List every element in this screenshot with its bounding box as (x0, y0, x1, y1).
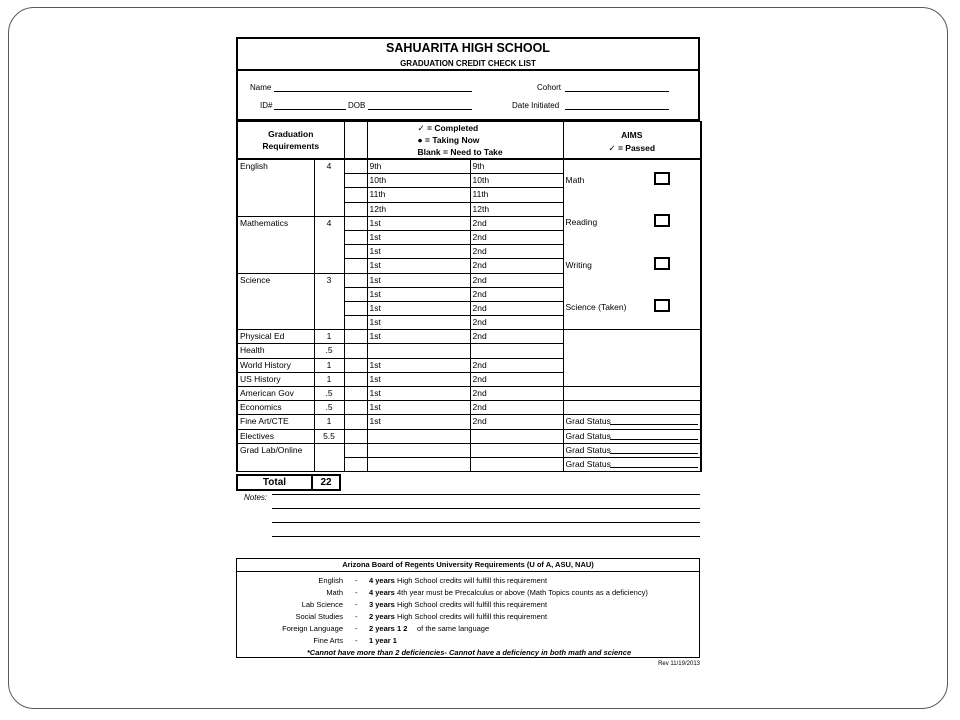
checklist-title: GRADUATION CREDIT CHECK LIST (400, 59, 536, 68)
aims-cell (563, 216, 701, 230)
legend-need-to-take: = Need to Take (443, 147, 503, 157)
term-cell-second[interactable]: 2nd (470, 259, 563, 273)
abor-subject: Lab Science (301, 600, 343, 609)
abor-years: 4 years (369, 588, 395, 597)
term-cell-second[interactable]: 2nd (470, 230, 563, 244)
term-cell-first[interactable]: 9th (367, 159, 470, 174)
aims-cell (563, 230, 701, 244)
term-cell-first[interactable]: 1st (367, 330, 470, 344)
abor-row (237, 611, 701, 623)
notes-line[interactable] (272, 508, 700, 509)
aims-cell (563, 202, 701, 216)
abor-row (237, 635, 701, 647)
term-cell-first[interactable]: 1st (367, 230, 470, 244)
date-initiated-field[interactable] (565, 101, 669, 110)
subject-name: Science (237, 273, 314, 330)
dot-icon: ● (417, 135, 423, 145)
legend-row (237, 122, 701, 160)
term-cell-second[interactable]: 2nd (470, 330, 563, 344)
subject-credits: .5 (314, 387, 344, 401)
term-cell-first[interactable]: 1st (367, 216, 470, 230)
aims-cell (563, 344, 701, 358)
aims-title: AIMS (621, 130, 643, 140)
aims-cell (563, 259, 701, 273)
term-cell-first[interactable]: 11th (367, 188, 470, 202)
term-cell-first[interactable]: 1st (367, 301, 470, 315)
status-legend (367, 122, 563, 160)
status-cell[interactable] (344, 344, 367, 358)
grad-status-row (563, 457, 701, 471)
term-cell-first[interactable]: 1st (367, 401, 470, 415)
id-field[interactable] (274, 101, 346, 110)
dob-field[interactable] (368, 101, 472, 110)
abor-subject: Foreign Language (282, 624, 343, 633)
abor-years: 3 years (369, 600, 395, 609)
abor-footer: *Cannot have more than 2 deficiencies- Cannot have a deficiency in both math and science (306, 648, 632, 657)
legend-completed: = Completed (427, 123, 479, 133)
table-row (237, 330, 701, 344)
notes-line[interactable] (272, 536, 700, 537)
aims-cell (563, 316, 701, 330)
status-cell[interactable] (344, 188, 367, 202)
cohort-field[interactable] (565, 83, 669, 92)
total-label: Total (237, 475, 312, 490)
student-info (236, 71, 700, 121)
aims-science-checkbox[interactable] (654, 299, 670, 312)
aims-cell (563, 330, 701, 344)
abor-subject: English (318, 576, 343, 585)
grad-status-label: Grad Status (565, 458, 611, 469)
term-cell-second[interactable]: 2nd (470, 216, 563, 230)
subject-credits: 1 (314, 358, 344, 372)
term-cell-first[interactable] (367, 457, 470, 471)
table-row (237, 387, 701, 401)
status-cell[interactable] (344, 429, 367, 443)
total-table (236, 474, 341, 491)
term-cell-second[interactable]: 2nd (470, 287, 563, 301)
abor-title: Arizona Board of Regents University Requirements (U of A, ASU, NAU) (237, 559, 699, 572)
table-row (237, 344, 701, 358)
aims-cell (563, 301, 701, 315)
term-cell-first[interactable]: 1st (367, 415, 470, 429)
notes-cell (563, 401, 701, 415)
status-cell[interactable] (344, 415, 367, 429)
legend-taking-now: = Taking Now (425, 135, 480, 145)
name-field[interactable] (274, 83, 472, 92)
status-cell[interactable] (344, 174, 367, 188)
term-cell-second[interactable]: 9th (470, 159, 563, 174)
term-cell-second[interactable] (470, 344, 563, 358)
status-cell[interactable] (344, 443, 367, 457)
abor-row (237, 587, 701, 599)
term-cell-first[interactable]: 1st (367, 316, 470, 330)
date-initiated-label: Date Initiated (512, 101, 560, 110)
dob-label: DOB (348, 101, 366, 110)
subject-name: World History (237, 358, 314, 372)
table-row (237, 372, 701, 386)
aims-writing-label: Writing (565, 259, 592, 270)
status-cell[interactable] (344, 358, 367, 372)
subject-credits: 4 (314, 216, 344, 273)
status-cell[interactable] (344, 216, 367, 230)
term-cell-first[interactable]: 1st (367, 358, 470, 372)
subject-credits: 5.5 (314, 429, 344, 443)
term-cell-second[interactable]: 2nd (470, 358, 563, 372)
table-row (237, 358, 701, 372)
term-cell-first[interactable]: 10th (367, 174, 470, 188)
graduation-requirements-header: Graduation Requirements (237, 122, 344, 160)
revision-date: Rev 11/19/2013 (658, 661, 700, 667)
aims-cell (563, 188, 701, 202)
grad-status-line[interactable] (610, 467, 699, 468)
aims-cell (563, 372, 701, 386)
subject-name: Grad Lab/Online (237, 443, 314, 471)
abor-subject: Math (326, 588, 343, 597)
term-cell-first[interactable]: 1st (367, 273, 470, 287)
subject-credits: .5 (314, 401, 344, 415)
subject-name: US History (237, 372, 314, 386)
aims-math-checkbox[interactable] (654, 172, 670, 185)
legend-spacer (344, 122, 367, 160)
status-cell[interactable] (344, 245, 367, 259)
abor-requirements (236, 558, 700, 658)
term-cell-second[interactable]: 2nd (470, 401, 563, 415)
aims-passed: ✓ = Passed (608, 143, 656, 153)
term-cell-second[interactable]: 2nd (470, 316, 563, 330)
subject-credits: 1 (314, 330, 344, 344)
aims-writing-checkbox[interactable] (654, 257, 670, 270)
legend-blank: Blank (417, 147, 441, 157)
term-cell-second[interactable]: 2nd (470, 301, 563, 315)
table-row (237, 415, 701, 429)
table-row (237, 401, 701, 415)
grad-status-row (563, 415, 701, 429)
abor-row (237, 575, 701, 587)
aims-header (563, 122, 701, 160)
subject-credits: .5 (314, 344, 344, 358)
status-cell[interactable] (344, 202, 367, 216)
notes-cell (563, 387, 701, 401)
abor-row (237, 623, 701, 635)
total-value: 22 (312, 475, 340, 490)
term-cell-second[interactable]: 11th (470, 188, 563, 202)
notes-section (236, 491, 700, 541)
cohort-label: Cohort (537, 83, 562, 92)
subject-credits: 1 (314, 372, 344, 386)
abor-subject: Fine Arts (313, 636, 343, 645)
aims-cell (563, 358, 701, 372)
name-label: Name (250, 83, 272, 92)
table-row (237, 159, 701, 174)
status-cell[interactable] (344, 401, 367, 415)
grad-status-line[interactable] (610, 453, 699, 454)
table-row (237, 443, 701, 457)
aims-cell (563, 287, 701, 301)
abor-years: 4 years (369, 576, 395, 585)
term-cell-second[interactable] (470, 443, 563, 457)
subject-name: Health (237, 344, 314, 358)
status-cell[interactable] (344, 316, 367, 330)
grad-status-line[interactable] (610, 424, 699, 425)
abor-years: 2 years (369, 612, 395, 621)
abor-description: High School credits will fulfill this requirement (397, 576, 548, 585)
table-row (237, 429, 701, 443)
abor-dash: - (355, 624, 358, 633)
status-cell[interactable] (344, 287, 367, 301)
status-cell[interactable] (344, 230, 367, 244)
grad-status-line[interactable] (610, 439, 699, 440)
abor-years: 1 year 1 (369, 636, 397, 645)
term-cell-second[interactable] (470, 457, 563, 471)
aims-math-label: Math (565, 174, 585, 185)
grad-status-row (563, 443, 701, 457)
notes-label: Notes: (244, 493, 268, 503)
subject-credits (314, 443, 344, 471)
abor-description: of the same language (417, 624, 490, 633)
abor-description: High School credits will fulfill this requirement (397, 600, 548, 609)
aims-science-label: Science (Taken) (565, 302, 627, 313)
term-cell-second[interactable]: 2nd (470, 273, 563, 287)
status-cell[interactable] (344, 387, 367, 401)
abor-description: High School credits will fulfill this requirement (397, 612, 548, 621)
abor-dash: - (355, 612, 358, 621)
status-cell[interactable] (344, 159, 367, 174)
subject-name: Fine Art/CTE (237, 415, 314, 429)
term-cell-first[interactable]: 12th (367, 202, 470, 216)
checklist-document (236, 37, 700, 541)
term-cell-first[interactable] (367, 429, 470, 443)
term-cell-second[interactable] (470, 429, 563, 443)
aims-cell (563, 159, 701, 174)
term-cell-second[interactable]: 10th (470, 174, 563, 188)
id-label: ID# (260, 101, 273, 110)
grad-status-label: Grad Status (565, 416, 611, 427)
term-cell-first[interactable]: 1st (367, 245, 470, 259)
aims-cell (563, 273, 701, 287)
term-cell-first[interactable]: 1st (367, 259, 470, 273)
status-cell[interactable] (344, 273, 367, 287)
term-cell-first[interactable]: 1st (367, 287, 470, 301)
notes-line[interactable] (272, 522, 700, 523)
subject-name: American Gov (237, 387, 314, 401)
subject-credits: 3 (314, 273, 344, 330)
abor-years: 2 years 1 2 (369, 624, 408, 633)
subject-name: Economics (237, 401, 314, 415)
requirements-table (236, 121, 702, 472)
grad-status-label: Grad Status (565, 444, 611, 455)
grad-status-row (563, 429, 701, 443)
term-cell-second[interactable]: 2nd (470, 387, 563, 401)
notes-line[interactable] (272, 494, 700, 495)
table-row (237, 216, 701, 230)
abor-dash: - (355, 588, 358, 597)
aims-cell (563, 174, 701, 188)
table-row (237, 273, 701, 287)
term-cell-second[interactable]: 2nd (470, 245, 563, 259)
term-cell-second[interactable]: 2nd (470, 415, 563, 429)
term-cell-first[interactable] (367, 344, 470, 358)
subject-name: Mathematics (237, 216, 314, 273)
term-cell-second[interactable]: 2nd (470, 372, 563, 386)
abor-description: 4th year must be Precalculus or above (Math Topics counts as a deficiency) (397, 588, 648, 597)
status-cell[interactable] (344, 330, 367, 344)
aims-reading-label: Reading (565, 217, 598, 228)
grad-status-label: Grad Status (565, 430, 611, 441)
subject-name: Electives (237, 429, 314, 443)
term-cell-first[interactable]: 1st (367, 372, 470, 386)
status-cell[interactable] (344, 372, 367, 386)
subject-name: Physical Ed (237, 330, 314, 344)
status-cell[interactable] (344, 259, 367, 273)
subject-credits: 1 (314, 415, 344, 429)
status-cell[interactable] (344, 457, 367, 471)
subject-rows (237, 159, 701, 472)
document-header (236, 37, 700, 71)
subject-name: English (237, 159, 314, 216)
abor-subject: Social Studies (295, 612, 343, 621)
aims-reading-checkbox[interactable] (654, 214, 670, 227)
abor-row (237, 599, 701, 611)
abor-dash: - (355, 576, 358, 585)
subject-credits: 4 (314, 159, 344, 216)
term-cell-first[interactable] (367, 443, 470, 457)
term-cell-second[interactable]: 12th (470, 202, 563, 216)
aims-cell (563, 245, 701, 259)
term-cell-first[interactable]: 1st (367, 387, 470, 401)
abor-dash: - (355, 636, 358, 645)
check-icon: ✓ (417, 123, 425, 133)
status-cell[interactable] (344, 301, 367, 315)
school-name: SAHUARITA HIGH SCHOOL (386, 41, 550, 55)
abor-dash: - (355, 600, 358, 609)
